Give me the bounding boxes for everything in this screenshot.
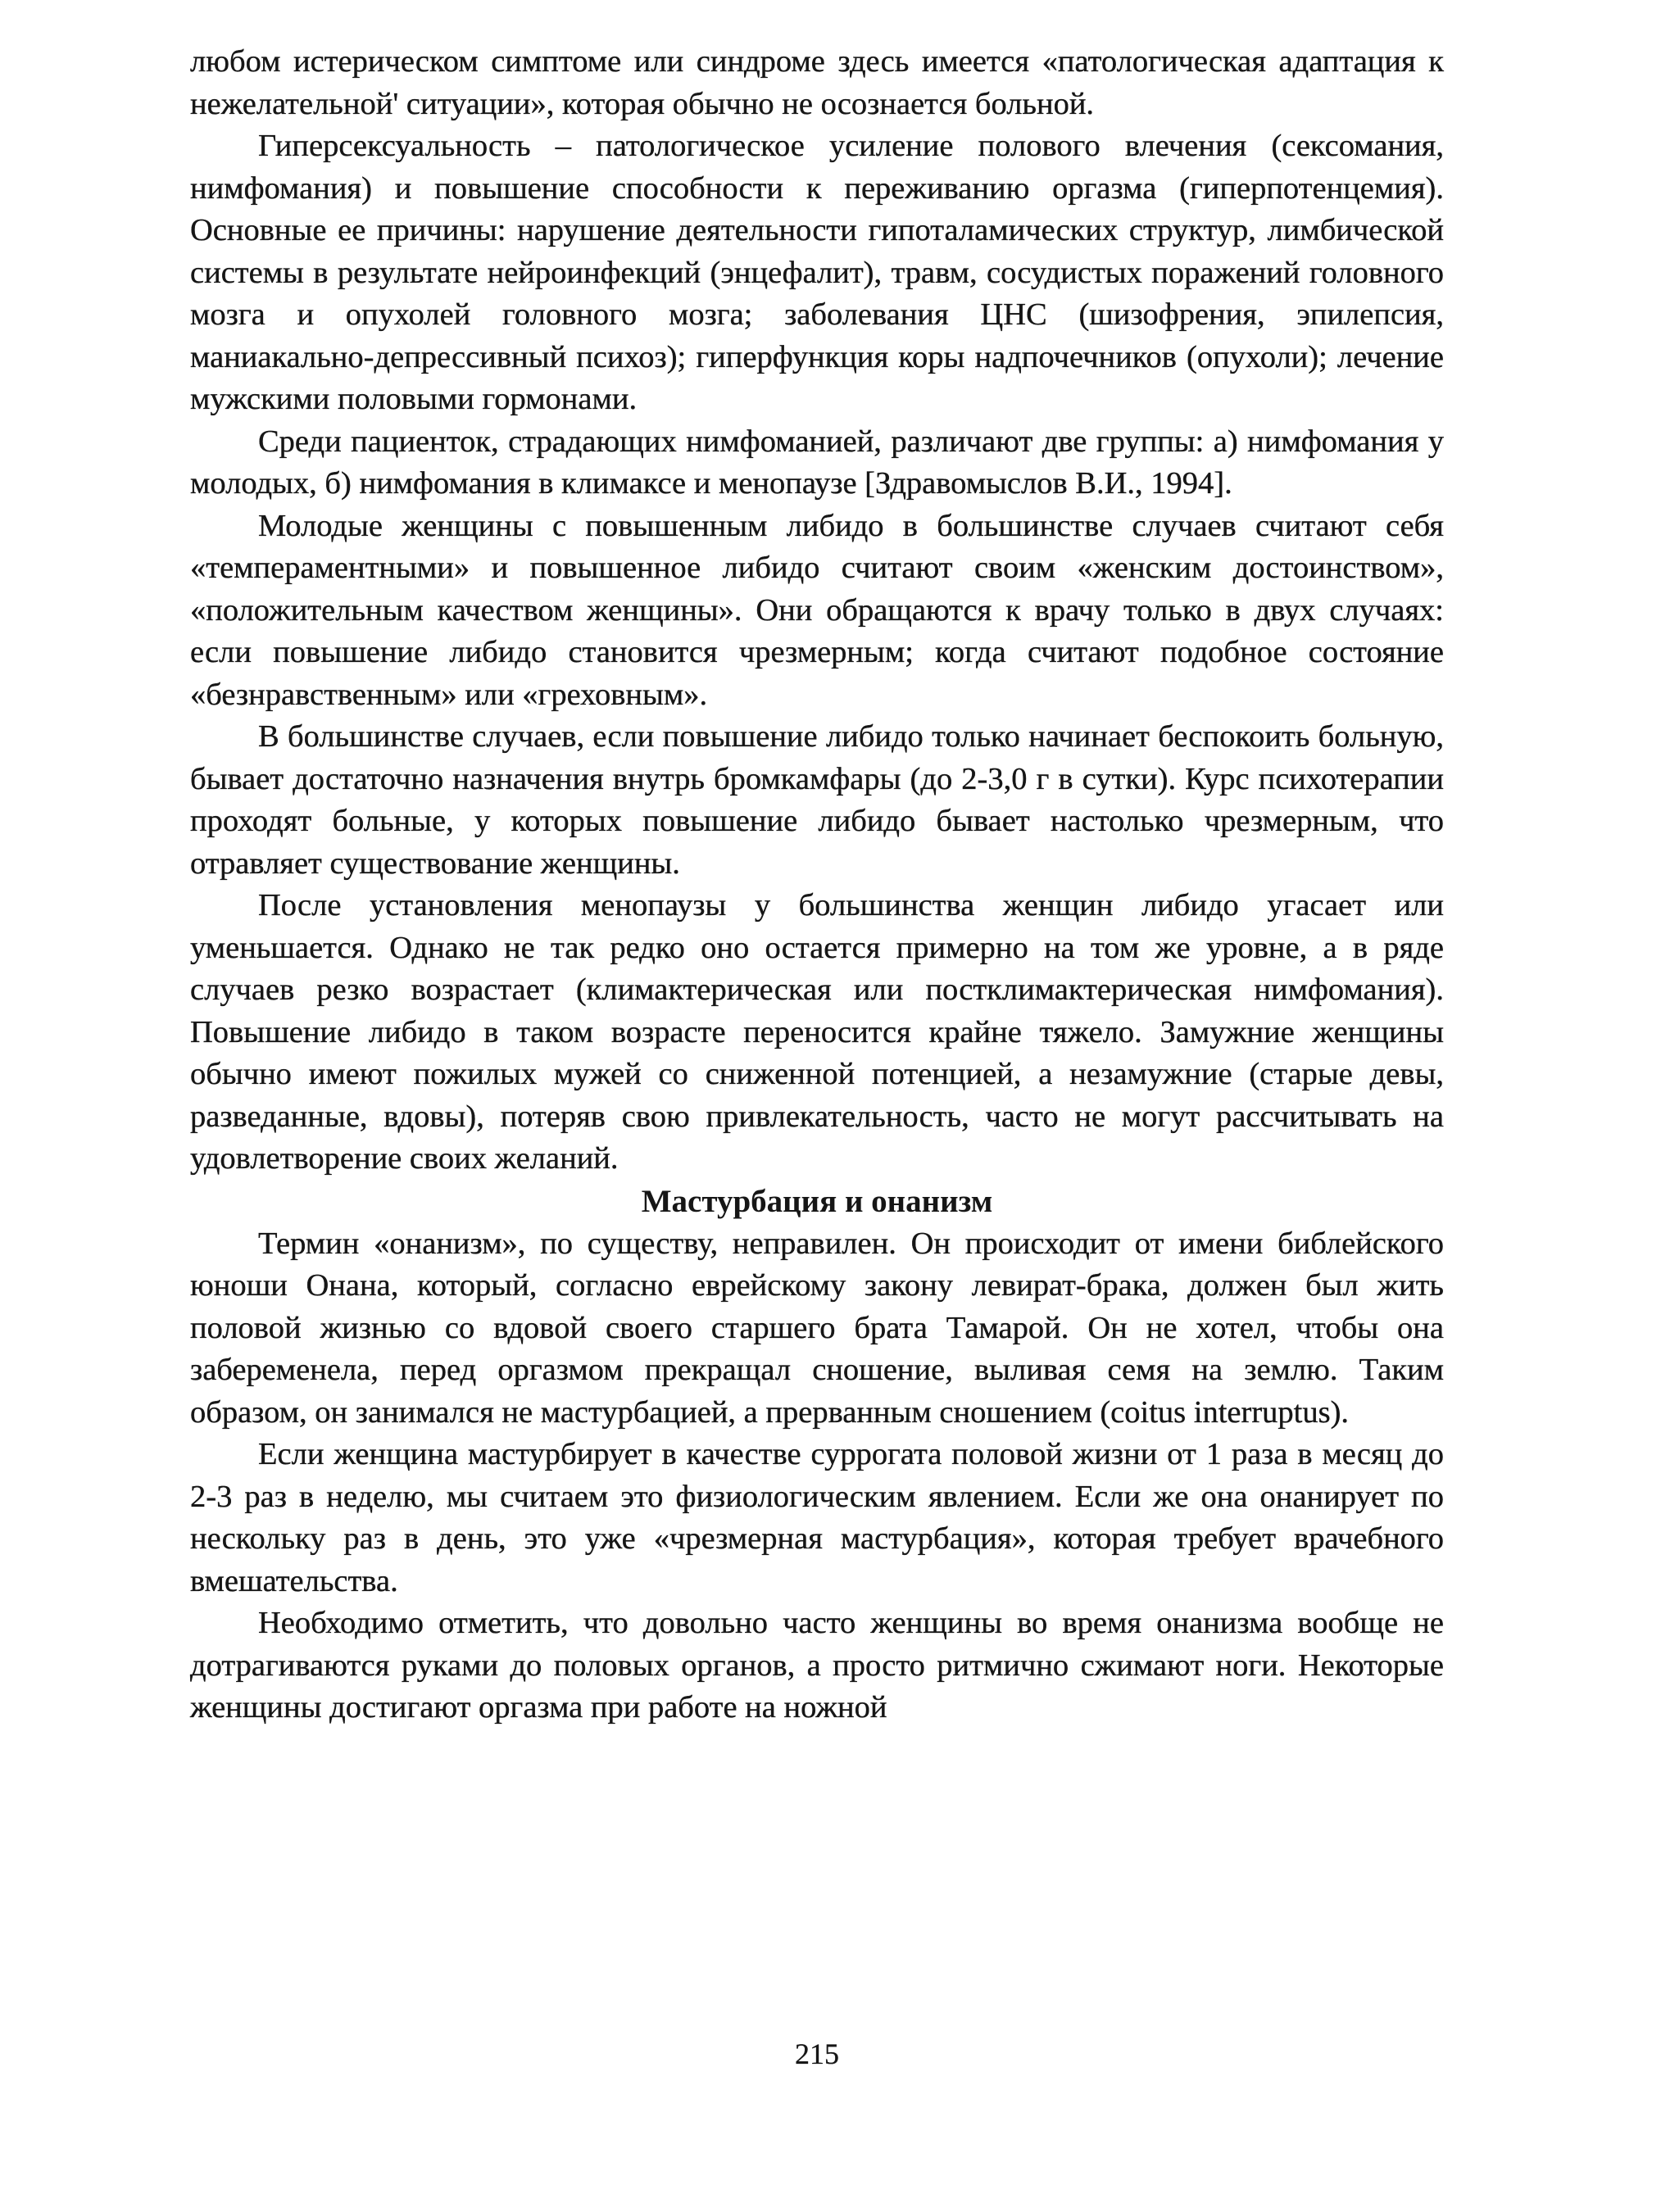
page-body: [190, 41, 1444, 1729]
paragraph-nymphomania-groups: Среди пациенток, страдающих нимфоманией, различают две группы: а) нимфомания у молодых, б) нимфомания в климаксе и менопаузе [Здравомыслов В.И., 1994].: [190, 424, 1444, 501]
paragraph-treatment: В большинстве случаев, если повышение либидо только начинает беспокоить больную, бывает достаточно назначения внутрь бромкамфары (до 2-3,0 г в сутки). Курс психотерапии проходят больные, у которых повышение либидо бывает настолько чрезмерным, что отравляет существование женщины.: [190, 719, 1444, 881]
paragraph-young-women: Молодые женщины с повышенным либидо в большинстве случаев считают себя «темпераментными» и повышенное либидо считают своим «женским достоинством», «положительным качеством женщины». Они обращаются к врачу только в двух случаях: если повышение либидо становится чрезмерным; когда считают подобное состояние «безнравственным» или «греховным».: [190, 508, 1444, 712]
paragraph-hypersexuality: Гиперсексуальность – патологическое усиление полового влечения (сексомания, нимфомания) и повышение способности к переживанию оргазма (гиперпотенцемия). Основные ее причины: нарушение деятельности гипоталамических структур, лимбической системы в результате нейроинфекций (энцефалит), травм, сосудистых поражений головного мозга и опухолей головного мозга; заболевания ЦНС (шизофрения, эпилепсия, маниакально-депрессивный психоз); гиперфункция коры надпочечников (опухоли); лечение мужскими половыми гормонами.: [190, 129, 1444, 416]
paragraph-continued: любом истерическом симптоме или синдроме здесь имеется «патологическая адаптация к нежелательной' ситуации», которая обычно не осознается больной.: [190, 44, 1444, 121]
paragraph-note: Необходимо отметить, что довольно часто женщины во время онанизма вообще не дотрагиваются руками до половых органов, а просто ритмично сжимают ноги. Некоторые женщины достигают оргазма при работе на ножной: [190, 1606, 1444, 1725]
book-page: [190, 41, 1444, 2171]
paragraph-term-onanism: Термин «онанизм», по существу, неправилен. Он происходит от имени библейского юноши Онана, который, согласно еврейскому закону левират-брака, должен был жить половой жизнью со вдовой своего старшего брата Тамарой. Он не хотел, чтобы она забеременела, перед оргазмом прекращал сношение, выливая семя на землю. Таким образом, он занимался не мастурбацией, а прерванным сношением (coitus interruptus).: [190, 1226, 1444, 1430]
paragraph-frequency: Если женщина мастурбирует в качестве суррогата половой жизни от 1 раза в месяц до 2-3 раз в неделю, мы считаем это физиологическим явлением. Если же она онанирует по нескольку раз в день, это уже «чрезмерная мастурбация», которая требует врачебного вмешательства.: [190, 1437, 1444, 1598]
page-number: 215: [795, 2037, 839, 2070]
section-heading: Мастурбация и онанизм: [641, 1183, 993, 1219]
paragraph-menopause: После установления менопаузы у большинства женщин либидо угасает или уменьшается. Однако не так редко оно остается примерно на том же уровне, а в ряде случаев резко возрастает (климактерическая или постклимактерическая нимфомания). Повышение либидо в таком возрасте переносится крайне тяжело. Замужние женщины обычно имеют пожилых мужей со сниженной потенцией, а незамужние (старые девы, разведанные, вдовы), потеряв свою привлекательность, часто не могут рассчитывать на удовлетворение своих желаний.: [190, 888, 1444, 1176]
